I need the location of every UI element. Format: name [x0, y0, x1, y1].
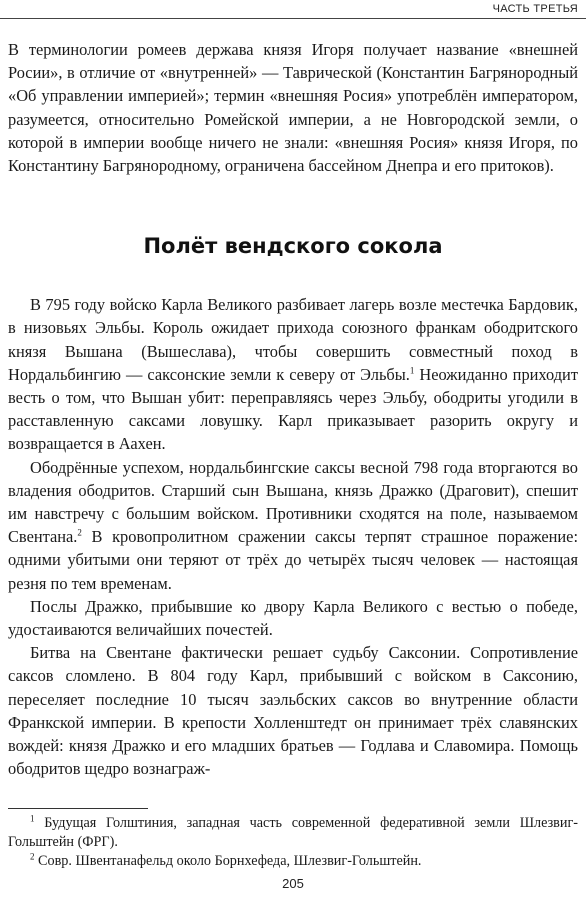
paragraph-1-part-b: Неожиданно приходит весть о том, что Вышан убит: переправляясь через Эльбу, ободриты угодили в расставленную саксами ловушку. Карл приказывает разорить округу и возвращается в Аахен.: [8, 364, 578, 454]
footnote-ref-1: 1: [409, 365, 415, 376]
footnote-2: [8, 852, 578, 871]
running-head: ЧАСТЬ ТРЕТЬЯ: [492, 3, 578, 15]
paragraph-3: Послы Дражко, прибывшие ко двору Карла Великого с вестью о победе, удостаиваются величайших почестей.: [8, 596, 578, 640]
body-text: [8, 38, 578, 780]
footnote-ref-2: 2: [77, 527, 82, 538]
footnote-1-text: Будущая Голштиния, западная часть современной федеративной земли Шлезвиг-Гольштейн (ФРГ).: [8, 815, 579, 850]
footnote-1: [8, 814, 578, 852]
paragraph-1-part-a: В 795 году войско Карла Великого разбивает лагерь возле местечка Бардовик, в низовьях Эльбы. Король ожидает прихода союзного франкам ободритского князя Вышана (Вышеслава), чтобы совершить совместный поход в Нордальбингию — саксонские земли к северу от Эльбы.: [8, 295, 578, 384]
footnote-rule: [8, 808, 148, 809]
footnotes: [8, 814, 578, 871]
footnote-1-mark: 1: [30, 813, 35, 824]
paragraph-4: Битва на Свентане фактически решает судьбу Саксонии. Сопротивление саксов сломлено. В 804 году Карл, прибывший с войском в Саксонию, переселяет последние 10 тысяч заэльбских саксов во внутренние области Франкской империи. В крепости Холленштедт он принимает трёх славянских вождей: князя Дражко и его младших братьев — Годлава и Славомира. Помощь ободритов щедро вознаграж-: [8, 643, 578, 779]
paragraph-2-part-a: Ободрённые успехом, нордальбингские саксы весной 798 года вторгаются во владения ободритов. Старший сын Вышана, князь Дражко (Драговит), спешит им навстречу с большим войском. Противники сходятся на поле, называемом Свентана.: [8, 457, 578, 547]
section-title: Полёт вендского сокола: [143, 234, 443, 259]
paragraph-2-part-b: В кровопролитном сражении саксы терпят страшное поражение: одними убитыми они теряют от трёх до четырёх тысяч человек — настоящая резня по тем временам.: [8, 527, 578, 593]
paragraph-2: [8, 456, 578, 595]
footnote-2-mark: 2: [30, 851, 35, 862]
page-number: 205: [282, 876, 304, 891]
intro-paragraph: В терминологии ромеев держава князя Игоря получает название «внешней Росии», в отличие от «внутренней» — Таврической (Константин Багрянородный «Об управлении империей»; термин «внешняя Росия» употреблён императором, разумеется, относительно Ромейской империи, а не Новгородской земли, о которой в империи вообще ничего не знали: «внешняя Росия» князя Игоря, по Константину Багрянородному, ограничена бассейном Днепра и его притоков).: [8, 40, 578, 176]
paragraph-1: [8, 293, 578, 455]
header-rule: [0, 18, 586, 19]
footnote-2-text: Совр. Швентанафельд около Борнхефеда, Шлезвиг-Гольштейн.: [38, 853, 422, 869]
